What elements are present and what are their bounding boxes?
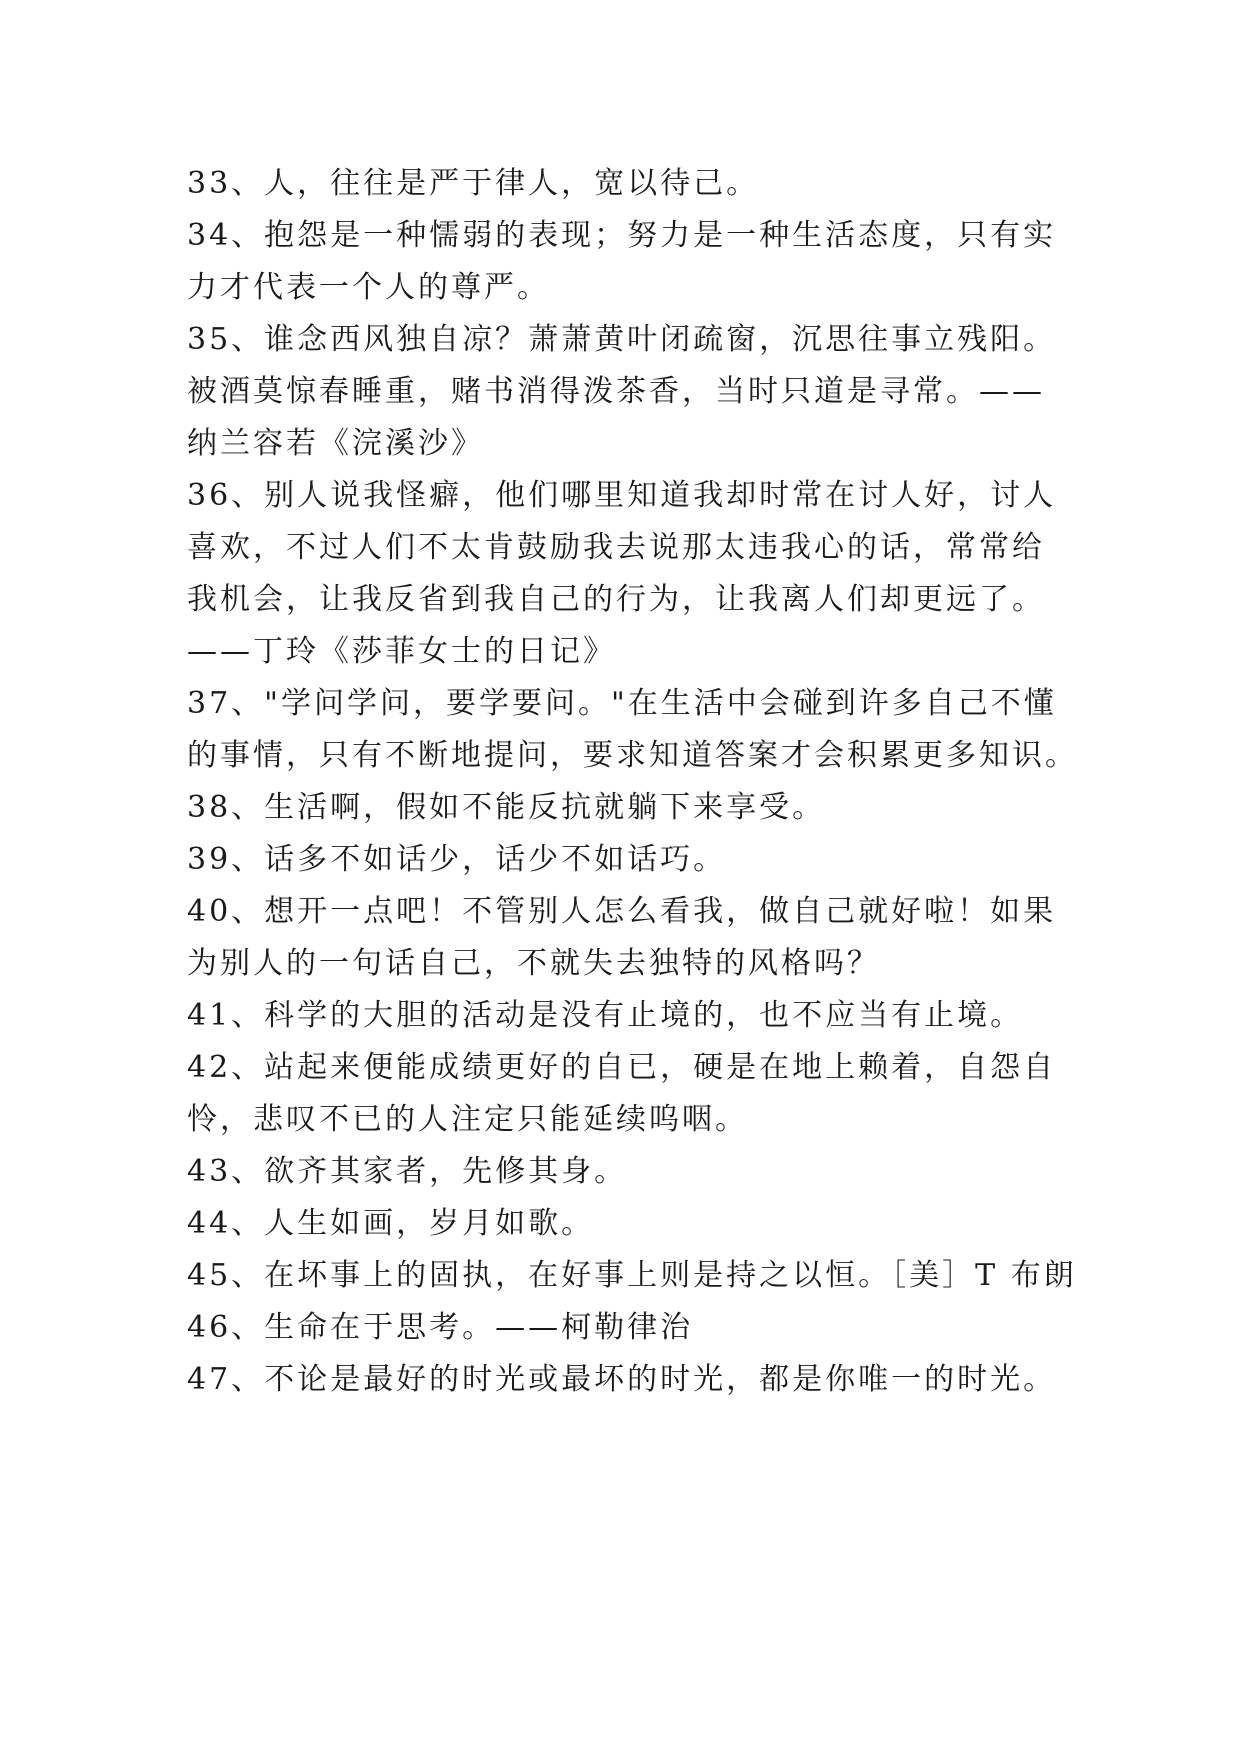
- text-line: 33、人，往往是严于律人，宽以待己。: [187, 166, 760, 201]
- text-line: 力才代表一个人的尊严。: [187, 270, 550, 305]
- text-line: 37、"学问学问，要学要问。"在生活中会碰到许多自己不懂: [187, 686, 1057, 721]
- text-line: 纳兰容若《浣溪沙》: [187, 426, 484, 461]
- text-line: 41、科学的大胆的活动是没有止境的，也不应当有止境。: [187, 998, 1024, 1033]
- text-line: 34、抱怨是一种懦弱的表现；努力是一种生活态度，只有实: [187, 218, 1057, 253]
- text-line: ——丁玲《莎菲女士的日记》: [187, 634, 616, 669]
- text-line: 43、欲齐其家者，先修其身。: [187, 1154, 628, 1189]
- text-line: 47、不论是最好的时光或最坏的时光，都是你唯一的时光。: [187, 1362, 1057, 1397]
- document-body: [187, 158, 1078, 1406]
- text-line: 45、在坏事上的固执，在好事上则是持之以恒。［美］T 布朗: [187, 1258, 1077, 1293]
- text-line: 46、生命在于思考。——柯勒律治: [187, 1310, 694, 1345]
- text-line: 怜，悲叹不已的人注定只能延续呜咽。: [187, 1102, 748, 1137]
- text-line: 40、想开一点吧！不管别人怎么看我，做自己就好啦！如果: [187, 894, 1057, 929]
- text-line: 我机会，让我反省到我自己的行为，让我离人们却更远了。: [187, 582, 1045, 617]
- text-line: 36、别人说我怪癖，他们哪里知道我却时常在讨人好，讨人: [187, 478, 1057, 513]
- text-line: 喜欢，不过人们不太肯鼓励我去说那太违我心的话，常常给: [187, 530, 1045, 565]
- text-line: 被酒莫惊春睡重，赌书消得泼茶香，当时只道是寻常。——: [187, 374, 1045, 409]
- text-line: 35、谁念西风独自凉？萧萧黄叶闭疏窗，沉思往事立残阳。: [187, 322, 1057, 357]
- text-line: 39、话多不如话少，话少不如话巧。: [187, 842, 727, 877]
- text-line: 38、生活啊，假如不能反抗就躺下来享受。: [187, 790, 826, 825]
- text-line: 42、站起来便能成绩更好的自已，硬是在地上赖着，自怨自: [187, 1050, 1057, 1085]
- text-line: 为别人的一句话自己，不就失去独特的风格吗？: [187, 946, 880, 981]
- text-line: 44、人生如画，岁月如歌。: [187, 1206, 595, 1241]
- text-line: 的事情，只有不断地提问，要求知道答案才会积累更多知识。: [187, 738, 1078, 773]
